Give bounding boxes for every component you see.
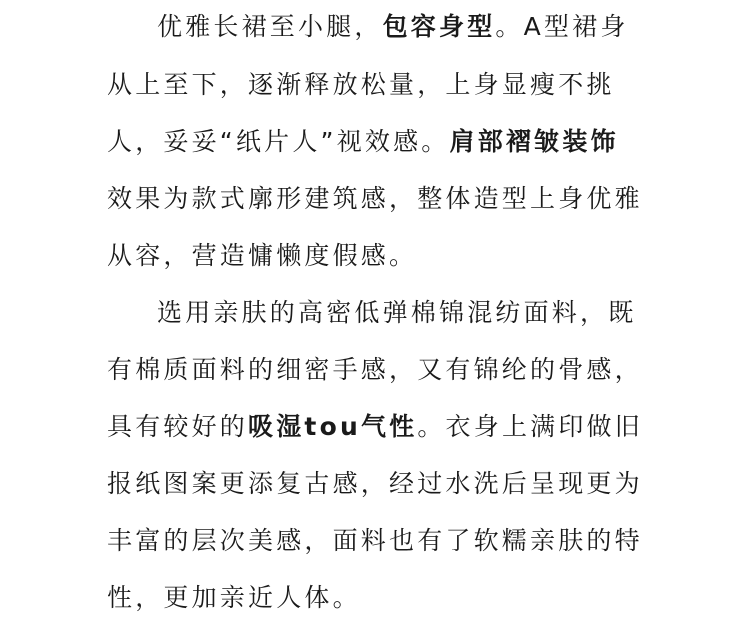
body-text: 效果为款式廓形建筑感，整体造型上身优雅: [107, 184, 643, 213]
p2-line-2: [107, 355, 643, 385]
emphasis-text: 包容身型: [382, 12, 496, 41]
body-text: 。A型裙身: [495, 12, 629, 41]
body-text: 人，妥妥“纸片人”视效感。: [107, 127, 450, 156]
p2-line-4: [107, 469, 643, 499]
body-text: 从容，营造慵懒度假感。: [107, 241, 418, 270]
body-text: 具有较好的: [107, 412, 249, 441]
p2-line-6: [107, 583, 361, 613]
body-text: 从上至下，逐渐释放松量，上身显瘦不挑: [107, 70, 615, 99]
body-text: 有棉质面料的细密手感，又有锦纶的骨感，: [107, 355, 643, 384]
body-text: 。衣身上满印做旧: [417, 412, 643, 441]
p1-line-2: [107, 70, 615, 100]
body-text: 选用亲肤的高密低弹棉锦混纺面料，既: [157, 298, 637, 327]
p2-line-1: [157, 298, 636, 328]
p1-line-3: [107, 127, 619, 157]
p1-line-1: [157, 12, 629, 42]
body-text: 性，更加亲近人体。: [107, 583, 361, 612]
emphasis-text: 吸湿tou气性: [248, 412, 418, 441]
p1-line-5: [107, 241, 417, 271]
p1-line-4: [107, 184, 643, 214]
p2-line-5: [107, 526, 643, 556]
body-text: 报纸图案更添复古感，经过水洗后呈现更为: [107, 469, 643, 498]
emphasis-text: 肩部褶皱装饰: [449, 127, 619, 156]
p2-line-3: [107, 412, 643, 442]
body-text: 优雅长裙至小腿，: [157, 12, 383, 41]
body-text: 丰富的层次美感，面料也有了软糯亲肤的特: [107, 526, 643, 555]
